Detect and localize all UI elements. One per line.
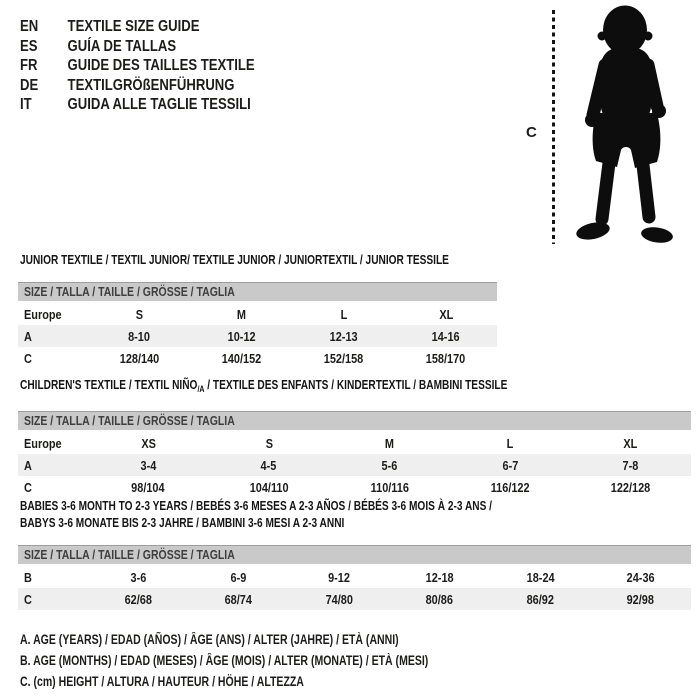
size-value-cell: XL (623, 435, 638, 451)
guide-title: TEXTILE SIZE GUIDE (67, 18, 200, 35)
legend-line-c (20, 671, 543, 692)
size-value-cell: 8-10 (128, 328, 151, 344)
size-value-cell: 3-6 (130, 569, 147, 585)
size-value-cell: 6-9 (230, 569, 247, 585)
babies-size-table (18, 566, 691, 610)
size-value-cell: 158/170 (426, 350, 466, 366)
size-table-row (18, 347, 497, 369)
size-table-row (18, 476, 691, 498)
size-value-cell: 62/68 (124, 591, 152, 607)
size-table-row (18, 432, 691, 454)
legend-line-a-text: A. AGE (YEARS) / EDAD (AÑOS) / ÂGE (ANS) / ALTER (JAHRE) / ETÀ (ANNI) (20, 632, 399, 647)
guide-title: GUIDE DES TAILLES TEXTILE (67, 57, 255, 75)
legend-line-a (20, 629, 543, 650)
junior-size-table (18, 303, 497, 369)
height-measure-label: C (526, 124, 537, 141)
measurement-legend (20, 629, 543, 692)
size-value-cell: XS (141, 435, 156, 451)
childrens-textile-section (18, 377, 691, 498)
size-value-cell: 6-7 (502, 457, 518, 473)
size-value-cell: 18-24 (526, 569, 555, 585)
row-label-cell: Europe (24, 306, 62, 322)
size-value-cell: 122/128 (610, 479, 651, 495)
size-value-cell: S (135, 306, 143, 322)
size-header-bar (18, 545, 691, 564)
size-value-cell: XL (438, 306, 453, 322)
row-label-cell: A (24, 457, 32, 473)
size-value-cell: 12-18 (425, 569, 454, 585)
row-label-cell: Europe (24, 435, 62, 451)
size-value-cell: 3-4 (140, 457, 157, 473)
language-row (20, 56, 255, 76)
toddler-silhouette-icon (563, 3, 690, 251)
language-row (20, 17, 255, 37)
legend-line-c-text: C. (cm) HEIGHT / ALTURA / HAUTEUR / HÖHE / ALTEZZA (20, 674, 304, 689)
size-table-row (18, 454, 691, 476)
language-code: FR (20, 57, 38, 75)
size-header-bar (18, 411, 691, 430)
size-value-cell: 10-12 (227, 328, 256, 344)
section-title-subscript: /A (197, 384, 205, 394)
language-code: DE (20, 76, 39, 94)
size-header-text: SIZE / TALLA / TAILLE / GRÖSSE / TAGLIA (24, 548, 235, 562)
legend-line-b (20, 650, 543, 671)
section-title-text: BABYS 3-6 MONATE BIS 2-3 JAHRE / BAMBINI 3-6 MESI A 2-3 ANNI (20, 514, 345, 530)
language-code: ES (20, 37, 38, 55)
size-value-cell: 9-12 (328, 569, 351, 585)
row-label-cell: C (24, 591, 32, 607)
children-size-table (18, 432, 691, 498)
size-value-cell: 104/110 (249, 479, 289, 495)
size-value-cell: 110/116 (370, 479, 409, 495)
size-value-cell: 116/122 (490, 479, 530, 495)
dashed-height-line-icon (552, 10, 555, 244)
language-row (20, 37, 255, 57)
size-value-cell: 5-6 (381, 457, 398, 473)
guide-title: GUIDA ALLE TAGLIE TESSILI (67, 96, 251, 114)
size-table-row (18, 325, 497, 347)
size-header-text: SIZE / TALLA / TAILLE / GRÖSSE / TAGLIA (24, 285, 235, 299)
section-title-text: BABIES 3-6 MONTH TO 2-3 YEARS / BEBÉS 3-6 MESES A 2-3 AÑOS / BÉBÉS 3-6 MOIS À 2-3 ANS / (20, 498, 492, 513)
size-value-cell: 140/152 (221, 350, 262, 366)
babies-textile-section (18, 498, 691, 610)
language-row (20, 76, 255, 96)
size-table-row (18, 303, 497, 325)
size-value-cell: 4-5 (260, 457, 277, 473)
section-title-text: JUNIOR TEXTILE / TEXTIL JUNIOR/ TEXTILE JUNIOR / JUNIORTEXTIL / JUNIOR TESSILE (20, 252, 449, 267)
row-label-cell: B (24, 569, 32, 585)
size-value-cell: 24-36 (626, 569, 655, 585)
language-code: IT (20, 96, 32, 114)
legend-line-b-text: B. AGE (MONTHS) / EDAD (MESES) / ÂGE (MOIS) / ALTER (MONATE) / ETÀ (MESI) (20, 653, 429, 668)
language-row (20, 95, 255, 115)
row-label-cell: C (24, 479, 32, 495)
size-value-cell: S (265, 435, 273, 451)
size-value-cell: L (506, 435, 514, 451)
row-label-cell: C (24, 350, 32, 366)
size-header-text: SIZE / TALLA / TAILLE / GRÖSSE / TAGLIA (24, 414, 235, 428)
size-table-row (18, 566, 691, 588)
section-title (18, 498, 691, 531)
size-value-cell: 80/86 (426, 591, 454, 607)
size-value-cell: M (236, 306, 246, 322)
size-header-bar (18, 282, 497, 301)
size-value-cell: 74/80 (325, 591, 353, 607)
row-label-cell: A (24, 328, 32, 344)
size-value-cell: 92/98 (627, 591, 655, 607)
language-code: EN (20, 18, 39, 35)
section-title (18, 252, 497, 268)
size-value-cell: M (384, 435, 395, 451)
size-value-cell: 152/158 (323, 350, 364, 366)
size-value-cell: 12-13 (329, 328, 358, 344)
size-value-cell: L (340, 306, 347, 322)
guide-title: GUÍA DE TALLAS (67, 37, 177, 55)
size-value-cell: 128/140 (119, 350, 159, 366)
size-value-cell: 14-16 (431, 328, 460, 344)
section-title (18, 377, 691, 397)
size-value-cell: 7-8 (622, 457, 639, 473)
section-title-text: CHILDREN'S TEXTILE / TEXTIL NIÑO (20, 377, 198, 392)
section-title-text: / TEXTILE DES ENFANTS / KINDERTEXTIL / BAMBINI TESSILE (204, 377, 508, 392)
language-title-list (20, 17, 255, 115)
junior-textile-section (18, 252, 497, 369)
size-table-row (18, 588, 691, 610)
size-value-cell: 86/92 (526, 591, 554, 607)
size-value-cell: 68/74 (225, 591, 253, 607)
guide-title: TEXTILGRÖßENFÜHRUNG (67, 76, 235, 94)
size-value-cell: 98/104 (131, 479, 165, 495)
